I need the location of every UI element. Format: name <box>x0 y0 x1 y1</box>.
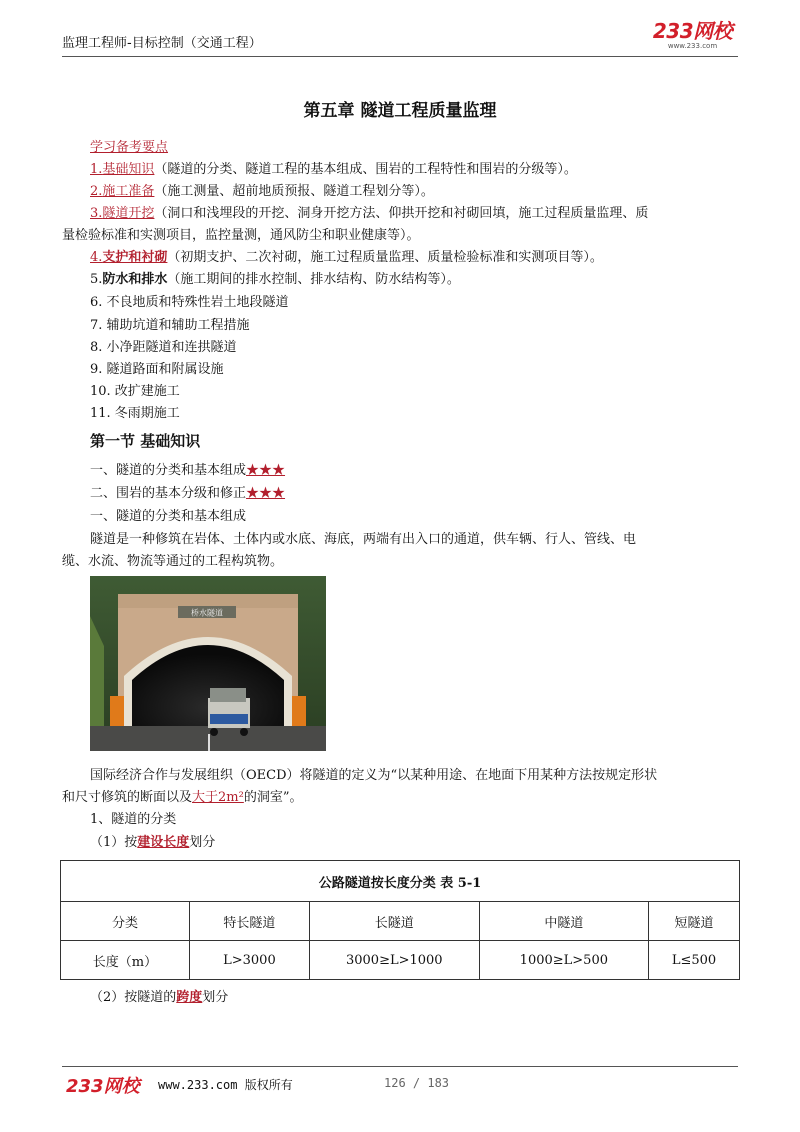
point-2-key: 施工准备 <box>102 184 155 199</box>
point-3-cont: 量检验标准和实测项目，监控量测，通风防尘和职业健康等）。 <box>62 228 420 243</box>
table-header: 分类 <box>61 902 190 941</box>
by-length <box>90 831 215 850</box>
outline-3: 一、隧道的分类和基本组成 <box>90 509 247 524</box>
logo-main: 233网校 <box>652 19 733 43</box>
footer-copyright: www.233.com 版权所有 <box>158 1078 293 1092</box>
point-5-rest: （施工期间的排水控制、排水结构、防水结构等）。 <box>167 272 460 287</box>
logo-url: www.233.com <box>667 42 718 50</box>
table-cell: 3000≥L>1000 <box>309 941 479 980</box>
point-4 <box>90 246 603 265</box>
point-5 <box>90 268 460 287</box>
point-3-num: 3. <box>90 206 103 221</box>
point-1-rest: （隧道的分类、隧道工程的基本组成、围岩的工程特性和围岩的分级等）。 <box>154 162 577 177</box>
header-divider <box>62 56 738 57</box>
table-header: 中隧道 <box>479 902 648 941</box>
outline-2-stars: ★★★ <box>246 486 286 501</box>
classify-heading: 1、隧道的分类 <box>90 812 177 827</box>
point-3-rest: （洞口和浅埋段的开挖、洞身开挖方法、仰拱开挖和衬砌回填，施工过程质量监理、质 <box>154 206 649 221</box>
point-2 <box>90 180 434 199</box>
oecd-line-2 <box>62 786 302 805</box>
point-5-num: 5. <box>90 272 103 287</box>
point-2-rest: （施工测量、超前地质预报、隧道工程划分等）。 <box>154 184 434 199</box>
page-number: 126 / 183 <box>384 1076 450 1090</box>
point-4-rest: （初期支护、二次衬砌，施工过程质量监理、质量检验标准和实测项目等）。 <box>167 250 603 265</box>
footer-logo: 233网校 <box>66 1076 140 1097</box>
point-1-num: 1. <box>90 162 103 177</box>
point-3-key: 隧道开挖 <box>102 206 155 221</box>
footer-divider <box>62 1066 738 1067</box>
oecd-line-2-key: 大于2m² <box>192 790 244 805</box>
by-span-pre: （2）按隧道的 <box>90 990 177 1005</box>
outline-2-text: 二、围岩的基本分级和修正 <box>90 486 247 501</box>
point-5-key: 防水和排水 <box>102 272 168 287</box>
outline-1-text: 一、隧道的分类和基本组成 <box>90 463 247 478</box>
point-1 <box>90 158 577 177</box>
oecd-line-1: 国际经济合作与发展组织（OECD）将隧道的定义为“以某种用途、在地面下用某种方法按规定形状 <box>90 768 658 783</box>
table-header-row <box>61 902 740 941</box>
chapter-title: 第五章 隧道工程质量监理 <box>303 101 497 121</box>
point-7: 7. 辅助坑道和辅助工程措施 <box>90 318 250 333</box>
tunnel-photo <box>90 576 326 751</box>
point-1-key: 基础知识 <box>102 162 155 177</box>
point-11: 11. 冬雨期施工 <box>90 406 180 421</box>
point-10: 10. 改扩建施工 <box>90 384 180 399</box>
by-span-key: 跨度 <box>176 990 203 1005</box>
point-3 <box>90 202 648 221</box>
tunnel-length-table <box>60 860 740 980</box>
point-2-num: 2. <box>90 184 103 199</box>
by-length-post: 划分 <box>189 835 216 850</box>
outline-1 <box>90 459 285 478</box>
brand-logo <box>650 20 735 50</box>
point-9: 9. 隧道路面和附属设施 <box>90 362 224 377</box>
oecd-line-2-post: 的洞室”。 <box>243 790 303 805</box>
table-header: 短隧道 <box>649 902 740 941</box>
outline-1-stars: ★★★ <box>246 463 286 478</box>
by-length-pre: （1）按 <box>90 835 138 850</box>
definition-line-2: 缆、水流、物流等通过的工程构筑物。 <box>62 554 284 569</box>
table-row <box>61 941 740 980</box>
definition-line-1: 隧道是一种修筑在岩体、土体内或水底、海底，两端有出入口的通道，供车辆、行人、管线、电 <box>90 532 637 547</box>
by-span <box>90 986 228 1005</box>
table-cell: L≤500 <box>649 941 740 980</box>
table-header: 长隧道 <box>309 902 479 941</box>
by-length-key: 建设长度 <box>137 835 190 850</box>
point-4-num: 4. <box>90 250 103 265</box>
oecd-line-2-pre: 和尺寸修筑的断面以及 <box>62 790 193 805</box>
tunnel-sign-text: 桥水隧道 <box>191 608 223 618</box>
by-span-post: 划分 <box>202 990 229 1005</box>
study-heading: 学习备考要点 <box>90 140 169 155</box>
point-8: 8. 小净距隧道和连拱隧道 <box>90 340 237 355</box>
outline-2 <box>90 482 285 501</box>
table-cell: 长度（m） <box>61 941 190 980</box>
table-header: 特长隧道 <box>189 902 309 941</box>
table-cell: L>3000 <box>189 941 309 980</box>
table-cell: 1000≥L>500 <box>479 941 648 980</box>
point-4-key: 支护和衬砌 <box>102 250 168 265</box>
header-title: 监理工程师-目标控制（交通工程） <box>62 36 262 51</box>
table-caption: 公路隧道按长度分类 表 5-1 <box>61 861 740 902</box>
section-title: 第一节 基础知识 <box>90 432 201 450</box>
point-6: 6. 不良地质和特殊性岩土地段隧道 <box>90 295 289 310</box>
